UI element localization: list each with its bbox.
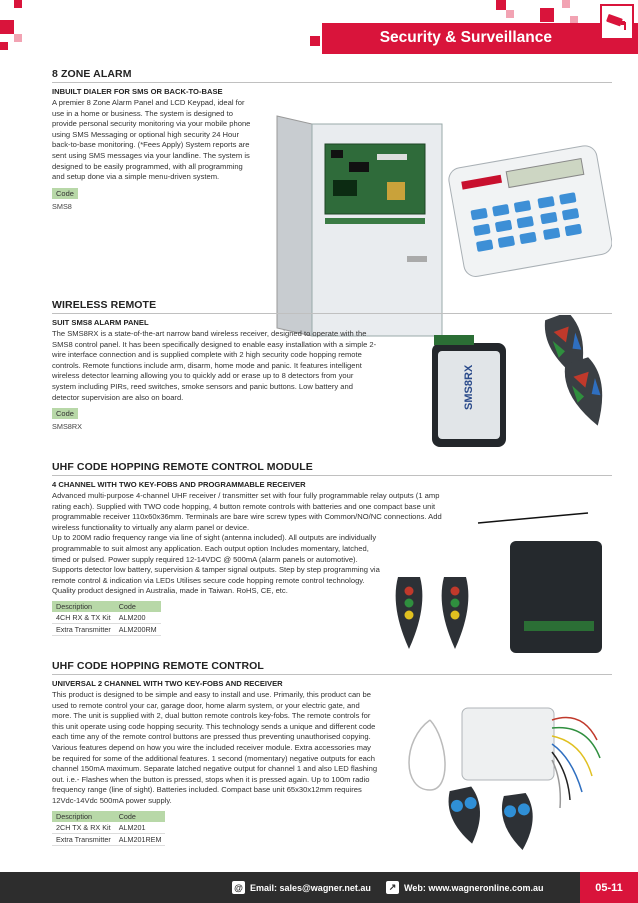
table-header-row [52,811,165,822]
decor-square [540,8,554,22]
page-category-title: Security & Surveillance [379,29,552,46]
code-label: Code [52,408,78,419]
table-row [52,623,161,635]
table-cell: ALM201REM [115,833,166,845]
table-cell: 2CH TX & RX Kit [52,822,115,834]
table-row [52,612,161,624]
section-subtitle: 4 CHANNEL WITH TWO KEY-FOBS AND PROGRAMMABLE RECEIVER [52,480,306,489]
table-header-description: Description [52,811,115,822]
receiver-case [462,708,554,780]
decor-square [310,36,320,46]
section-description: This product is designed to be simple and easy to install and use. Primarily, this product can be used to remote control your car, garage door, home alarm system, or your electric gate, and more. The unit is supplied with 2, dual button remote controls key-fobs. The remote controls for this unit operate using code hopping security. This technology sends a unique and different code each time any of the remote control buttons are pressed thus preventing unauthorised copying. Various features depend on how you wire the included receiver module. Extra accessories may be required for some of the additional features. 1 second (momentary) negative outputs for each channel 150mA maximum. Separate latched negative output for channel 1 and also LED flashing out. i.e.- Flashes when the button is pressed, stops when it is pressed again. Up to 100m radio frequency range (line of sight). Batteries included. Compact base unit 65x30x12mm requires 12Vdc-14Vdc 500mA power supply. [52,690,378,805]
key-fob-image [396,577,423,649]
section-description-quality: Quality product designed in Australia, made in Taiwan. RoHS, CE, etc. [52,586,288,596]
receiver-label: SMS8RX [463,364,475,410]
web-icon: ↗ [386,881,399,894]
lcd-keypad [447,144,612,278]
page-header [0,0,638,60]
wireless-receiver-image [424,315,612,455]
product-code-table [52,601,161,636]
decor-square [0,42,8,50]
section-uhf-module [52,461,612,636]
section-8-zone-alarm [52,68,612,211]
page-number: 05-11 [580,872,638,903]
antenna-wire [478,513,588,523]
section-subtitle: SUIT SMS8 ALARM PANEL [52,318,149,327]
section-uhf-remote [52,660,612,846]
key-fob-image [500,792,538,852]
section-title: 8 ZONE ALARM [52,68,612,83]
product-code-table [52,811,165,846]
table-cell: Extra Transmitter [52,833,115,845]
table-row [52,822,165,834]
table-cell: ALM200RM [115,623,161,635]
table-header-description: Description [52,601,115,612]
decor-square [562,0,570,8]
section-title: UHF CODE HOPPING REMOTE CONTROL MODULE [52,461,612,476]
section-title: UHF CODE HOPPING REMOTE CONTROL [52,660,612,675]
section-wireless-remote [52,299,612,431]
receiver-case [510,541,602,653]
key-fob-image [561,356,612,431]
section-description: Advanced multi-purpose 4-channel UHF receiver / transmitter set with four fully programmable relay outputs (1 amp rating each). Supplied with TWO code hopping, 4 button remote controls with batteries and one compact base unit programmable receiver 110x60x36mm. Terminals are bare wire screw types with Common/NO/NC connections. Add wireless functionality to virtually any alarm panel or device. [52,491,442,532]
table-row [52,833,165,845]
decor-square [0,20,14,34]
table-cell: 4CH RX & TX Kit [52,612,115,624]
cctv-camera-icon [600,4,634,40]
footer-web[interactable] [386,881,544,894]
product-code: SMS8RX [52,422,83,432]
section-description-continued: Up to 200M radio frequency range via line of sight (antenna included). All outputs are individually programmable to suit almost any application. Each output option Includes momentary, latched, timed or pulsed. Power supply required 12-14VDC @ 500mA (alarm panels or automotive). Supports detector low battery, supervision & tamper signal outputs. Step by step programming via remote control & indication via LEDs Utilises secure code hopping remote control technology. [52,533,380,585]
table-header-code: Code [115,811,166,822]
table-header-row [52,601,161,612]
footer-email[interactable] [232,881,371,894]
decor-square [14,34,22,42]
section-title: WIRELESS REMOTE [52,299,612,314]
table-cell: Extra Transmitter [52,623,115,635]
table-cell: ALM201 [115,822,166,834]
decor-square [496,0,506,10]
key-fob-image [442,577,469,649]
section-subtitle: INBUILT DIALER FOR SMS OR BACK-TO-BASE [52,87,223,96]
table-header-code: Code [115,601,161,612]
uhf-module-image [382,511,612,661]
section-subtitle: UNIVERSAL 2 CHANNEL WITH TWO KEY-FOBS AND RECEIVER [52,679,283,688]
product-code: SMS8 [52,201,72,211]
table-cell: ALM200 [115,612,161,624]
section-description: A premier 8 Zone Alarm Panel and LCD Keypad, ideal for use in a home or business. The system is designed to provide personal security monitoring via your mobile phone using SMS Messaging or optional high security 24 Hour back-to-base monitoring. (*Fees Apply) System reports are sent using SMS messages via your landline. The system is designed to be easily programmed, with all programming and setup done via a simple menu-driven system. [52,98,251,182]
antenna-wire [409,720,445,790]
key-fob-image [446,786,487,847]
footer-email-text: Email: sales@wagner.net.au [250,882,371,893]
decor-square [506,10,514,18]
uhf-remote-image [392,680,612,860]
code-label: Code [52,188,78,199]
section-description: The SMS8RX is a state-of-the-art narrow band wireless receiver, designed to operate with the SMS8 control panel. It has been specifically designed to enable easy installation with a simple 2-wire interface connection and is supplied complete with 2 high security code hopping remote controls. Remote functions include arm, disarm, home mode and panic. It features intelligent wireless detector learning allowing you to quickly add or erase up to 8 detectors from your system including PIRs, reed switches, smoke sensors and panic buttons. Low battery and detector supervision are also on board. [52,329,377,402]
title-bar [322,23,638,54]
decor-square [14,0,22,8]
footer-web-text: Web: www.wagneronline.com.au [404,882,544,893]
email-icon: @ [232,881,245,894]
page-footer [0,872,638,903]
